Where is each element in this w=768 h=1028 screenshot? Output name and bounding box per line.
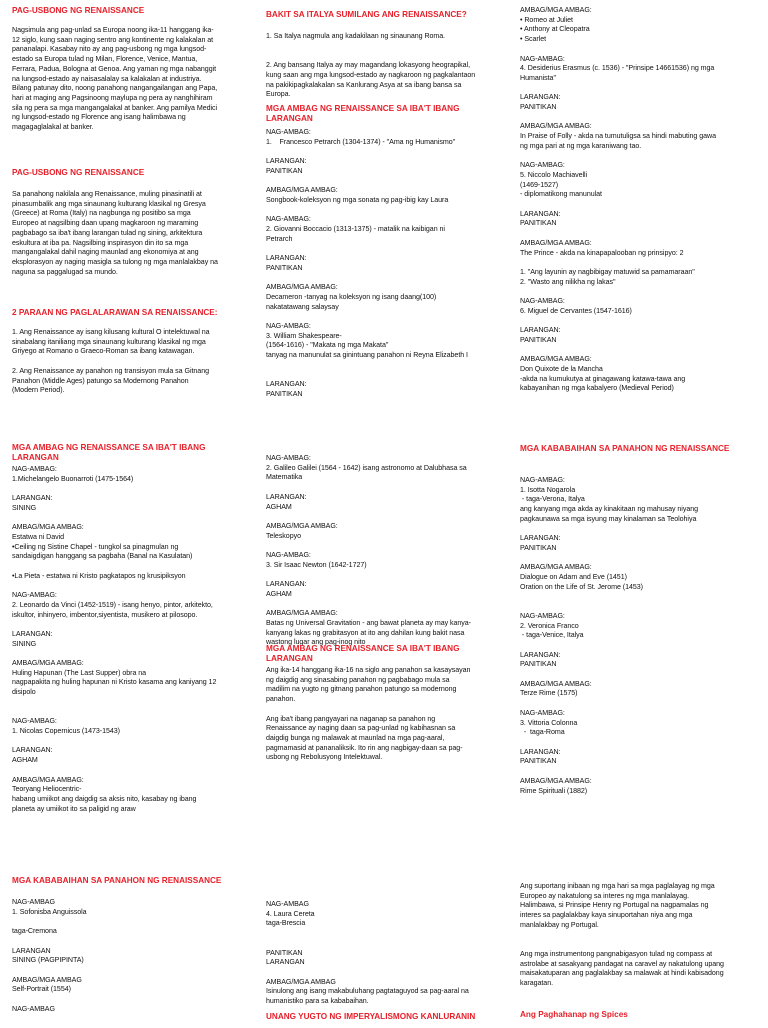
section-heading: Ang Paghahanap ng Spices: [520, 1010, 628, 1019]
text-block: [520, 476, 758, 796]
section-heading: MGA AMBAG NG RENAISSANCE SA IBA'T IBANG LARANGAN: [266, 104, 460, 123]
section-heading: UNANG YUGTO NG IMPERYALISMONG KANLURANIN: [266, 1012, 476, 1021]
text-block: [12, 6, 250, 22]
section-heading: MGA KABABAIHAN SA PANAHON NG RENAISSANCE: [12, 876, 222, 885]
text-block: [266, 128, 504, 400]
text-block: [12, 26, 250, 133]
body-text: NAG-AMBAG: 1. Francesco Petrarch (1304-1374) - "Ama ng Humanismo" LARANGAN: PANITIKAN AMBAG/MGA AMBAG: Songbook-koleksyon ng mga sonata ng pag-ibig kay Laura NAG-AMBAG: 2. Giovanni Boccacio (1313-1375) - matalik na kaibigan ni Petrarch LARANGAN: PANITIKAN AMBAG/MGA AMBAG: Decameron -tanyag na koleksyon ng isang daang(100) nakatatawang salaysay NAG-AMBAG: 3. William Shakespeare- (1564-1616) - "Makata ng mga Makata" tanyag na manunulat sa ginintuang panahon ni Reyna Elizabeth I LARANGAN: PANITIKAN: [266, 128, 468, 398]
text-block: [266, 32, 504, 100]
section-heading: MGA AMBAG NG RENAISSANCE SA IBA'T IBANG LARANGAN: [12, 443, 206, 462]
section-heading: PAG-USBONG NG RENAISSANCE: [12, 6, 145, 15]
body-text: NAG-AMBAG: 2. Galileo Galilei (1564 - 1642) isang astronomo at Dalubhasa sa Matematika LARANGAN: AGHAM AMBAG/MGA AMBAG: Teleskopyo NAG-AMBAG: 3. Sir Isaac Newton (1642-1727) LARANGAN: AGHAM AMBAG/MGA AMBAG: Batas ng Universal Gravitation - ang bawat planeta ay may kanya- kanyang lakas ng grabitasyon at ito ang dahilan kung bakit nasa wastong lugar ang pag-inog nito: [266, 454, 471, 647]
body-text: AMBAG/MGA AMBAG: • Romeo at Juliet • Anthony at Cleopatra • Scarlet NAG-AMBAG: 4. Desiderius Erasmus (c. 1536) - "Prinsipe 14661536) ng mga Humanista" LARANGAN: PANITIKAN AMBAG/MGA AMBAG: In Praise of Folly - akda na tumutuligsa sa hindi mabuting gawa ng mga pari at ng mga karaniwang tao. NAG-AMBAG: 5. Niccolo Machiavelli (1469-1527) - diplomatikong manunulat LARANGAN: PANITIKAN AMBAG/MGA AMBAG: The Prince - akda na kinapapalooban ng prinsipyo: 2 1. "Ang layunin ay nagbibigay matuwid sa pamamaraan" 2. "Wasto ang nilikha ng lakas" NAG-AMBAG: 6. Miguel de Cervantes (1547-1616) LARANGAN: PANITIKAN AMBAG/MGA AMBAG: Don Quixote de la Mancha -akda na kumukutya at ginagawang katawa-tawa ang kabayanihan ng mga kabalyero (Medieval Period): [520, 6, 716, 393]
section-heading: MGA AMBAG NG RENAISSANCE SA IBA'T IBANG LARANGAN: [266, 644, 460, 663]
text-block: [266, 10, 504, 26]
text-block: [520, 444, 758, 460]
text-block: [520, 6, 758, 394]
text-block: [12, 190, 250, 277]
body-text: NAG-AMBAG: 1.Michelangelo Buonarroti (1475-1564) LARANGAN: SINING AMBAG/MGA AMBAG: Estatwa ni David •Ceiling ng Sistine Chapel - tungkol sa pinagmulan ng sandaigdigan hanggang sa pagbaha (Banal na Kasulatan) •La Pieta - estatwa ni Kristo pagkatapos ng krusipiksyon NAG-AMBAG: 2. Leonardo da Vinci (1452-1519) - isang henyo, pintor, arkitekto, iskultor, inhinyero, imbentor,siyentista, musikero at pilosopo. LARANGAN: SINING AMBAG/MGA AMBAG: Huling Hapunan (The Last Supper) obra na nagpapakita ng huling hapunan ni Kristo kasama ang kaniyang 12 disipolo NAG-AMBAG: 1. Nicolas Copernicus (1473-1543) LARANGAN: AGHAM AMBAG/MGA AMBAG: Teoryang Heliocentric- habang umiikot ang daigdig sa aksis nito, kasabay ng ibang planeta ay umiikot ito sa paligid ng araw: [12, 465, 217, 813]
body-text: 1. Sa Italya nagmula ang kadakilaan ng sinaunang Roma. 2. Ang bansang Italya ay may magandang lokasyong heograpikal, kung saan ang mga lungsod-estado ay nagkaroon ng pagkalantaon na pakikipagkalakalan sa Kanlurang Asya at sa ibang bansa sa Europa.: [266, 32, 476, 99]
text-block: [266, 666, 504, 763]
text-block: [266, 104, 504, 130]
text-block: [12, 898, 250, 1014]
body-text: Sa panahong nakilala ang Renaissance, muling pinasinatili at pinasumbalik ang mga sinaunang kulturang klasikal ng Gresya (Greece) at Roma (Italy) na nagbunga ng positibo sa mga Europeo at nagsilbing daan upang magkaroon ng maraming pagbabago sa iba't ibang larangan tulad ng sining, arkitektura eskultura at iba pa. Nagsilbing inspirasyon din ito sa mga mangangalakal dahil naging maunlad ang ekonomiya at ang eksplorasyon ay naging masigla sa tulong ng mga manlalakbay na naguna sa paggalugad sa mundo.: [12, 190, 218, 276]
body-text: Nagsimula ang pag-unlad sa Europa noong ika-11 hanggang ika- 12 siglo, kung saan naging sentro ang kontinente ng kalakalan at pananalapi. Kasabay nito ay ang pag-usbong ng mga lungsod- estado sa Europa tulad ng Milan, Florence, Venice, Mantua, Ferrara, Padua, Bologna at Genoa. Ang yaman ng mga nabanggit na lungsod-estado ay naisasalalay sa kalakalan at industriya. Bilang patunay dito, noong panahong nangangailangan ang Papa, hari at maging ang Pagsinoong maylupa ng pera ay nanghihiram sila ng pera sa mga mangangalakal at banker. Ang pamilya Medici ng lungsod-estado ng Florence ang isang halimbawa ng magagaglalakal at banker.: [12, 26, 218, 132]
section-heading: MGA KABABAIHAN SA PANAHON NG RENAISSANCE: [520, 444, 730, 453]
body-text: NAG-AMBAG 1. Sofonisba Anguissola taga-Cremona LARANGAN SINING (PAGPIPINTA) AMBAG/MGA AMBAG Self-Portrait (1554) NAG-AMBAG: [12, 898, 87, 1013]
text-block: [12, 465, 250, 814]
text-block: [266, 454, 504, 648]
section-heading: PAG-USBONG NG RENAISSANCE: [12, 168, 145, 177]
body-text: Ang suportang inibaan ng mga hari sa mga paglalayag ng mga Europeo ay nakatulong sa interes ng mga manlalayag. Halimbawa, si Prinsipe Henry ng Portugal na nagpamalas ng interes sa paglalakbay kaya sinuportahan niya ang mga manlalakbay ng Portugal. Ang mga instrumentong pangnabigasyon tulad ng compass at astrolabe at sasakyang pandagat na caravel ay nakatulong upang maisakatuparan ang paglalakbay sa malawak at hindi kabisadong karagatan.: [520, 882, 724, 988]
body-text: 1. Ang Renaissance ay isang kilusang kultural O intelektuwal na sinabalang itaniliang mga sinaunang kulturang klasikal ng mga Griyego at Romano o Graeco-Roman sa ibang katawagan. 2. Ang Renaissance ay panahon ng transisyon mula sa Gitnang Panahon (Middle Ages) patungo sa Modernong Panahon (Modern Period).: [12, 328, 210, 395]
section-heading: BAKIT SA ITALYA SUMILANG ANG RENAISSANCE?: [266, 10, 467, 19]
body-text: NAG-AMBAG: 1. Isotta Nogarola - taga-Verona, Italya ang kanyang mga akda ay kinakitaan ng mahusay niyang pagkaunawa sa mga isyung may kinalaman sa Teolohiya LARANGAN: PANITIKAN AMBAG/MGA AMBAG: Dialogue on Adam and Eve (1451) Oration on the Life of St. Jerome (1453) NAG-AMBAG: 2. Veronica Franco - taga-Venice, Italya LARANGAN: PANITIKAN AMBAG/MGA AMBAG: Terze Rime (1575) NAG-AMBAG: 3. Vittoria Colonna - taga-Roma LARANGAN: PANITIKAN AMBAG/MGA AMBAG: Rime Spirituali (1882): [520, 476, 699, 795]
body-text: Ang ika-14 hanggang ika-16 na siglo ang panahon sa kasaysayan ng daigdig ang sinasabing panahon ng pagbabago mula sa madilim na yugto ng gitnang panahon patungo sa modernong panahon. Ang iba't ibang pangyayari na naganap sa panahon ng Renaissance ay naging daan sa pag-unlad ng kabihasnan sa daigdig bunga ng malawak at maunlad na mga pag-aaral, pagmamasid at pananaliksik. Ito rin ang nagbigay-daan sa pag- usbong ng Rebolusyong Intelektuwal.: [266, 666, 471, 762]
text-block: [266, 1012, 504, 1028]
text-block: [266, 900, 504, 1007]
body-text: NAG-AMBAG 4. Laura Cereta taga-Brescia PANITIKAN LARANGAN AMBAG/MGA AMBAG Isinulong ang isang makabuluhang pagtataguyod sa pag-aaral na humanistiko para sa kababaihan.: [266, 900, 469, 1006]
text-block: [12, 328, 250, 396]
text-block: [12, 876, 250, 892]
section-heading: 2 PARAAN NG PAGLALARAWAN SA RENAISSANCE:: [12, 308, 218, 317]
text-block: [12, 168, 250, 184]
text-block: [12, 308, 250, 324]
text-block: [520, 882, 758, 989]
